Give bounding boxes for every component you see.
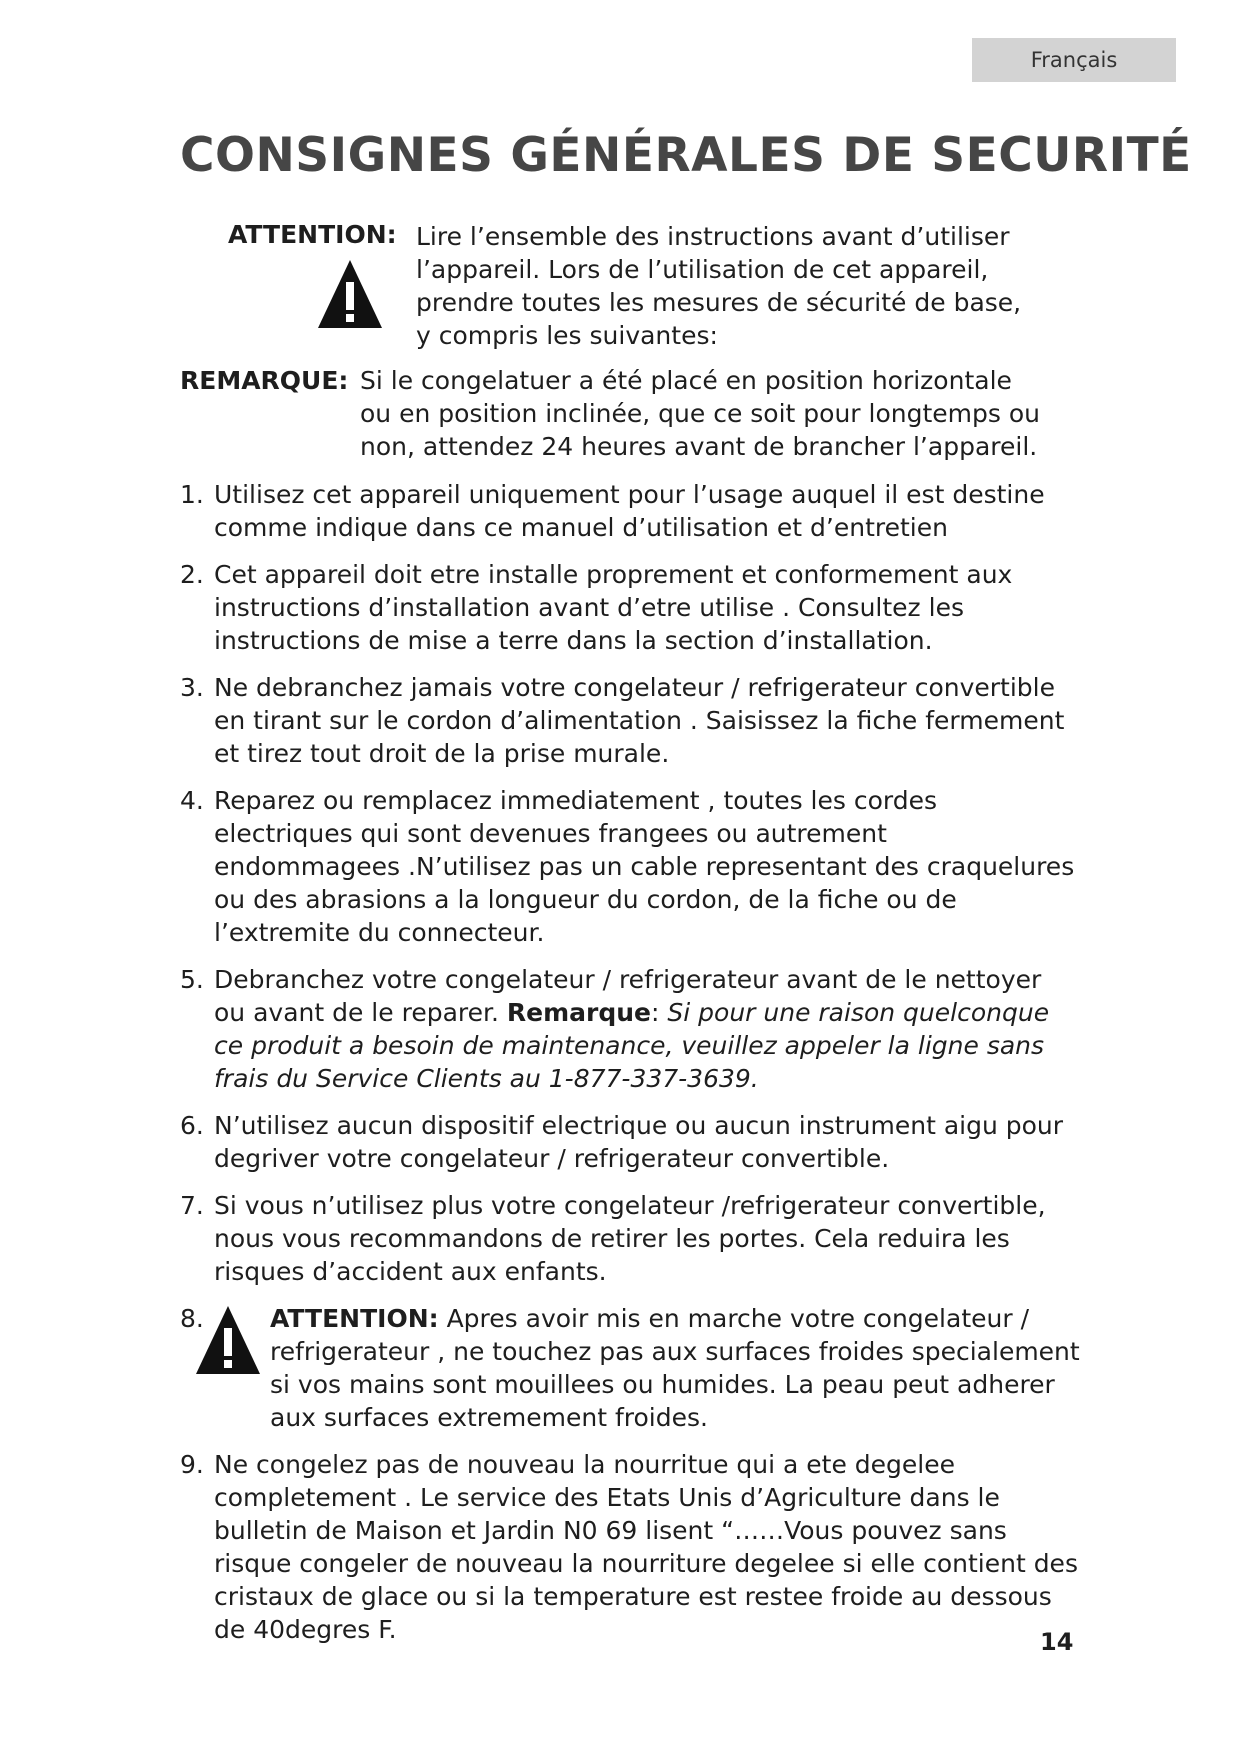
item-text: Ne debranchez jamais votre congelateur / refrigerateur convertible en tirant sur le cordon d’alimentation . Saisissez la fiche fermement et tirez tout droit de la prise murale.: [214, 673, 1065, 768]
item-text: Reparez ou remplacez immediatement , toutes les cordes electriques qui sont devenues frangees ou autrement endommagees .N’utilisez pas un cable representant des craquelures ou des abrasions a la longueur du cordon, de la fiche ou de l’extremite du connecteur.: [214, 786, 1075, 947]
attention-label: ATTENTION:: [228, 220, 397, 249]
list-item-8: [180, 1302, 1080, 1434]
item-number: 1.: [180, 480, 204, 509]
page-title: CONSIGNES GÉNÉRALES DE SECURITÉ: [180, 128, 1192, 183]
list-item-7: [180, 1189, 1080, 1288]
item-number: 7.: [180, 1191, 204, 1220]
page-number: 14: [1040, 1628, 1074, 1656]
item-number: 4.: [180, 786, 204, 815]
item-number: 6.: [180, 1111, 204, 1140]
attention-text: Lire l’ensemble des instructions avant d’utiliser l’appareil. Lors de l’utilisation de cet appareil, prendre toutes les mesures de sécurité de base, y compris les suivantes:: [416, 222, 1022, 350]
item-text: Apres avoir mis en marche votre congelateur / refrigerateur , ne touchez pas aux surfaces froides specialement si vos mains sont mouillees ou humides. La peau peut adherer aux surfaces extremement froides.: [270, 1304, 1080, 1432]
item-text: N’utilisez aucun dispositif electrique ou aucun instrument aigu pour degriver votre congelateur / refrigerateur convertible.: [214, 1111, 1064, 1173]
list-item-1: [180, 478, 1080, 544]
item-text: Cet appareil doit etre installe proprement et conformement aux instructions d’installation avant d’etre utilise . Consultez les instructions de mise a terre dans la section d’installation.: [214, 560, 1013, 655]
item-number: 9.: [180, 1450, 204, 1479]
list-item-2: [180, 558, 1080, 657]
list-item-6: [180, 1109, 1080, 1175]
item-text: Debranchez votre congelateur / refrigerateur avant de le nettoyer ou avant de le reparer.: [214, 965, 1042, 1027]
remarque-label: REMARQUE:: [180, 366, 349, 395]
item-number: 2.: [180, 560, 204, 589]
item-note-label: Remarque: [506, 998, 651, 1027]
item-number: 8.: [180, 1304, 204, 1333]
item-text: Ne congelez pas de nouveau la nourritue qui a ete degelee completement . Le service des Etats Unis d’Agriculture dans le bulletin de Maison et Jardin N0 69 lisent “……Vous pouvez sans risque congeler de nouveau la nourriture degelee si elle contient des cristaux de glace ou si la temperature est restee froide au dessous de 40degres F.: [214, 1450, 1078, 1644]
language-tab: Français: [972, 38, 1176, 82]
item-note-colon: :: [651, 998, 660, 1027]
item-text: Utilisez cet appareil uniquement pour l’usage auquel il est destine comme indique dans ce manuel d’utilisation et d’entretien: [214, 480, 1045, 542]
item-number: 5.: [180, 965, 204, 994]
remarque-text: Si le congelatuer a été placé en position horizontale ou en position inclinée, que ce soit pour longtemps ou non, attendez 24 heures avant de brancher l’appareil.: [360, 366, 1040, 461]
warning-triangle-icon: [194, 1304, 262, 1376]
item-attention-label: ATTENTION:: [270, 1304, 439, 1333]
item-number: 3.: [180, 673, 204, 702]
list-item-5: [180, 963, 1080, 1095]
list-item-4: [180, 784, 1080, 949]
safety-list: [180, 478, 1080, 1646]
item-note-text: Si pour une raison quelconque ce produit a besoin de maintenance, veuillez appeler la ligne sans frais du Service Clients au 1-877-337-3639.: [214, 998, 1050, 1093]
attention-notice: [228, 220, 1048, 350]
item-text: Si vous n’utilisez plus votre congelateur /refrigerateur convertible, nous vous recommandons de retirer les portes. Cela reduira les risques d’accident aux enfants.: [214, 1191, 1046, 1286]
list-item-3: [180, 671, 1080, 770]
warning-triangle-icon: [316, 258, 384, 330]
list-item-9: [180, 1448, 1080, 1646]
